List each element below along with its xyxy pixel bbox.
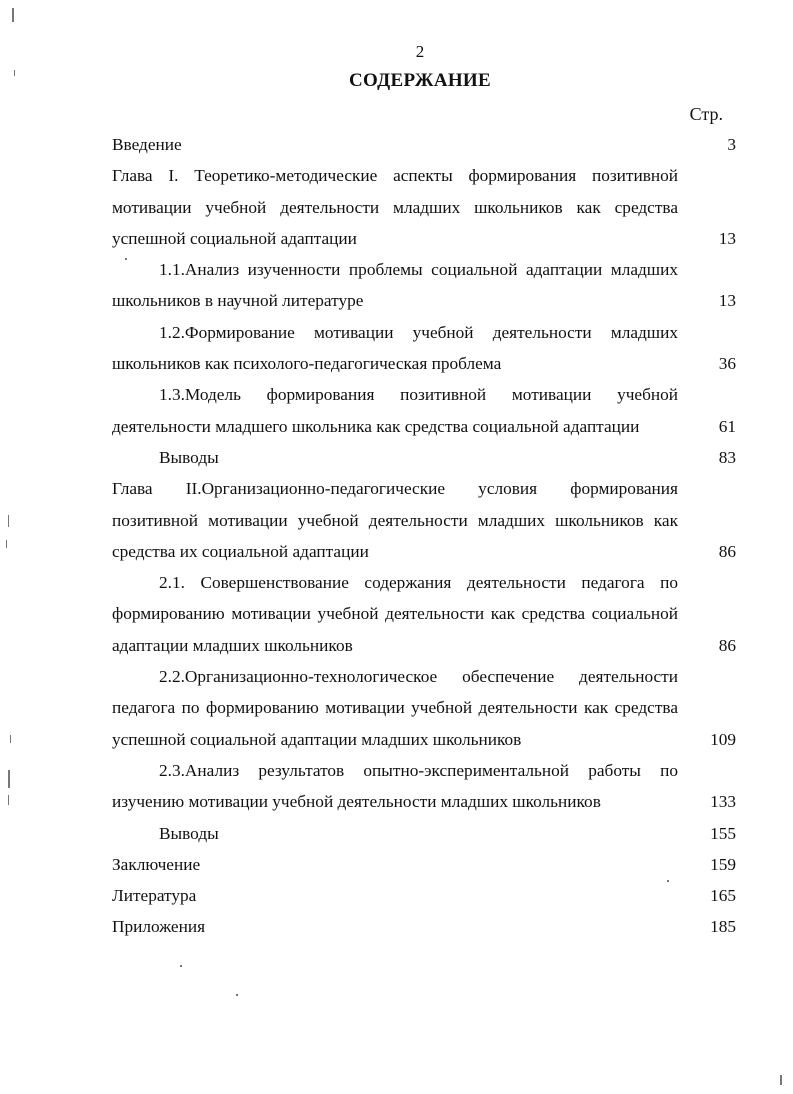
toc-entry-literature [112, 880, 736, 911]
toc-entry-page: 165 [710, 886, 736, 906]
toc-entry-conclusion [112, 849, 736, 880]
toc-entry-page: 61 [718, 416, 736, 436]
toc-entry-page: 109 [710, 729, 736, 749]
toc-entry-page: 159 [710, 854, 736, 874]
toc-entry-section-2-1 [112, 567, 736, 661]
toc-entry-page: 3 [727, 135, 736, 154]
pages-column-header: Стр. [689, 104, 723, 124]
page-number: 2 [415, 42, 425, 61]
toc-entry-title: Глава I. Теоретико-методические аспекты формирования позитивной мотивации учебной деятельности младших школьников как средства успешной социальной адаптации [112, 166, 678, 248]
toc-entry-title: 1.3.Модель формирования позитивной мотивации учебной деятельности младшего школьника как средства социальной адаптации [112, 385, 678, 436]
toc-entry-chapter-1 [112, 160, 736, 254]
toc-entry-page: 185 [710, 917, 736, 937]
toc-entry-page: 133 [710, 792, 736, 812]
toc-entry-appendices [112, 911, 736, 942]
toc-entry-title: Приложения [112, 917, 206, 937]
toc-entry-page: 83 [718, 447, 736, 467]
toc-entry-page: 86 [718, 541, 736, 561]
toc-entry-title: Глава II.Организационно-педагогические условия формирования позитивной мотивации учебной деятельности младших школьников как средства их социальной адаптации [112, 479, 678, 561]
toc-entry-conclusions-1 [112, 442, 736, 473]
toc-entry-title: 1.1.Анализ изученности проблемы социальной адаптации младших школьников в научной литературе [112, 260, 678, 311]
toc-entry-title: 2.2.Организационно-технологическое обеспечение деятельности педагога по формированию мотивации учебной деятельности как средства успешной социальной адаптации младших школьников [112, 667, 678, 749]
toc-entry-page: 36 [718, 354, 736, 374]
page-title: СОДЕРЖАНИЕ [349, 70, 491, 91]
toc-entry-section-2-2 [112, 661, 736, 755]
toc-entry-introduction [112, 129, 736, 160]
toc-entry-page: 13 [718, 228, 736, 248]
toc-entry-page: 13 [718, 291, 736, 311]
toc-entry-title: Введение [112, 135, 182, 154]
toc-entry-title: Выводы [159, 447, 219, 467]
toc-entry-page: 86 [718, 635, 736, 655]
toc-entry-title: Литература [112, 886, 197, 906]
toc-entry-title: 2.1. Совершенствование содержания деятельности педагога по формированию мотивации учебной деятельности как средства социальной адаптации младших школьников [112, 573, 678, 655]
toc-entry-title: Заключение [112, 854, 201, 874]
toc-entry-section-2-3 [112, 755, 736, 818]
toc-entry-conclusions-2 [112, 818, 736, 849]
toc-entry-title: 2.3.Анализ результатов опытно-экспериментальной работы по изучению мотивации учебной деятельности младших школьников [112, 760, 678, 812]
toc-entry-section-1-1 [112, 254, 736, 317]
table-of-contents [112, 129, 736, 943]
toc-entry-title: Выводы [159, 823, 219, 843]
toc-entry-page: 155 [710, 823, 736, 843]
toc-entry-section-1-2 [112, 317, 736, 380]
toc-entry-chapter-2 [112, 473, 736, 567]
toc-entry-section-1-3 [112, 379, 736, 442]
toc-entry-title: 1.2.Формирование мотивации учебной деятельности младших школьников как психолого-педагогическая проблема [112, 322, 678, 374]
